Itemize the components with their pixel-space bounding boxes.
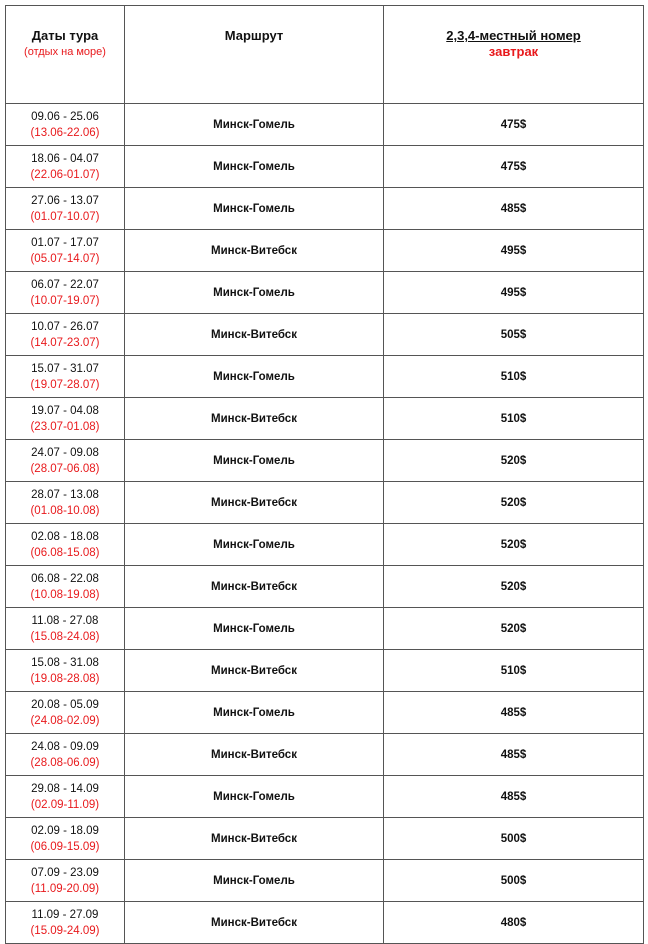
route-cell: Минск-Витебск (125, 902, 384, 944)
tour-dates-cell (6, 230, 125, 272)
tour-dates: 06.08 - 22.08 (31, 572, 99, 585)
route-cell: Минск-Витебск (125, 314, 384, 356)
sea-rest-dates: (05.07-14.07) (30, 252, 100, 265)
sea-rest-dates: (15.08-24.08) (30, 630, 100, 643)
table-row (6, 188, 644, 230)
sea-rest-dates: (22.06-01.07) (30, 168, 100, 181)
sea-rest-dates: (06.09-15.09) (30, 840, 100, 853)
sea-rest-dates: (13.06-22.06) (30, 126, 100, 139)
table-row (6, 902, 644, 944)
sea-rest-dates: (15.09-24.09) (30, 924, 100, 937)
tour-dates: 01.07 - 17.07 (31, 236, 99, 249)
table-row (6, 524, 644, 566)
tour-dates-cell (6, 566, 125, 608)
table-row (6, 650, 644, 692)
table-row (6, 692, 644, 734)
route-cell: Минск-Гомель (125, 860, 384, 902)
sea-rest-dates: (24.08-02.09) (30, 714, 100, 727)
sea-rest-dates: (02.09-11.09) (30, 798, 100, 811)
price-cell: 485$ (384, 734, 644, 776)
tour-dates: 02.09 - 18.09 (31, 824, 99, 837)
price-cell: 495$ (384, 272, 644, 314)
sea-rest-dates: (28.08-06.09) (30, 756, 100, 769)
tour-dates: 27.06 - 13.07 (31, 194, 99, 207)
tour-dates-cell (6, 692, 125, 734)
route-cell: Минск-Гомель (125, 104, 384, 146)
tour-dates-cell (6, 440, 125, 482)
table-row (6, 608, 644, 650)
tour-dates: 20.08 - 05.09 (31, 698, 99, 711)
tour-dates-cell (6, 818, 125, 860)
table-row (6, 482, 644, 524)
route-cell: Минск-Витебск (125, 650, 384, 692)
tour-dates: 19.07 - 04.08 (31, 404, 99, 417)
tour-dates-cell (6, 482, 125, 524)
table-row (6, 734, 644, 776)
tour-dates: 24.07 - 09.08 (31, 446, 99, 459)
table-row (6, 860, 644, 902)
tour-dates-cell (6, 356, 125, 398)
tour-dates-cell (6, 314, 125, 356)
tour-dates: 29.08 - 14.09 (31, 782, 99, 795)
route-cell: Минск-Гомель (125, 776, 384, 818)
table-row (6, 356, 644, 398)
table-body (6, 6, 644, 944)
tour-dates-cell (6, 398, 125, 440)
tour-dates-cell (6, 146, 125, 188)
table-row (6, 272, 644, 314)
route-cell: Минск-Гомель (125, 608, 384, 650)
table-row (6, 566, 644, 608)
route-cell: Минск-Витебск (125, 398, 384, 440)
tour-dates: 10.07 - 26.07 (31, 320, 99, 333)
price-cell: 510$ (384, 356, 644, 398)
table-row (6, 398, 644, 440)
header-price-cell (384, 6, 644, 104)
table-row (6, 146, 644, 188)
price-cell: 510$ (384, 650, 644, 692)
price-cell: 520$ (384, 566, 644, 608)
header-price-subtitle: завтрак (488, 44, 539, 59)
tour-dates: 11.09 - 27.09 (31, 908, 99, 921)
price-cell: 520$ (384, 440, 644, 482)
sea-rest-dates: (28.07-06.08) (30, 462, 100, 475)
sea-rest-dates: (11.09-20.09) (30, 882, 100, 895)
tour-dates: 15.08 - 31.08 (31, 656, 99, 669)
route-cell: Минск-Витебск (125, 566, 384, 608)
header-route-title: Маршрут (224, 28, 284, 43)
route-cell: Минск-Витебск (125, 230, 384, 272)
price-cell: 480$ (384, 902, 644, 944)
route-cell: Минск-Витебск (125, 734, 384, 776)
table-row (6, 818, 644, 860)
tour-dates: 09.06 - 25.06 (31, 110, 99, 123)
table-row (6, 776, 644, 818)
tour-dates-cell (6, 608, 125, 650)
price-cell: 475$ (384, 146, 644, 188)
sea-rest-dates: (01.08-10.08) (30, 504, 100, 517)
price-cell: 520$ (384, 482, 644, 524)
route-cell: Минск-Гомель (125, 356, 384, 398)
sea-rest-dates: (06.08-15.08) (30, 546, 100, 559)
tour-dates-cell (6, 860, 125, 902)
header-dates-cell (6, 6, 125, 104)
route-cell: Минск-Гомель (125, 524, 384, 566)
price-cell: 485$ (384, 776, 644, 818)
header-route-cell (125, 6, 384, 104)
table-row (6, 230, 644, 272)
price-cell: 510$ (384, 398, 644, 440)
table-header-row (6, 6, 644, 104)
tour-dates: 06.07 - 22.07 (31, 278, 99, 291)
table-row (6, 314, 644, 356)
tour-dates-cell (6, 272, 125, 314)
tour-dates: 18.06 - 04.07 (31, 152, 99, 165)
route-cell: Минск-Витебск (125, 818, 384, 860)
route-cell: Минск-Гомель (125, 188, 384, 230)
price-cell: 500$ (384, 860, 644, 902)
tour-dates: 24.08 - 09.09 (31, 740, 99, 753)
header-dates-title: Даты тура (31, 28, 99, 43)
price-cell: 500$ (384, 818, 644, 860)
sea-rest-dates: (23.07-01.08) (30, 420, 100, 433)
route-cell: Минск-Витебск (125, 482, 384, 524)
sea-rest-dates: (19.07-28.07) (30, 378, 100, 391)
tour-dates-cell (6, 188, 125, 230)
route-cell: Минск-Гомель (125, 146, 384, 188)
tour-price-table (5, 5, 644, 944)
price-cell: 520$ (384, 608, 644, 650)
sea-rest-dates: (10.07-19.07) (30, 294, 100, 307)
tour-dates: 15.07 - 31.07 (31, 362, 99, 375)
sea-rest-dates: (19.08-28.08) (30, 672, 100, 685)
tour-dates-cell (6, 104, 125, 146)
sea-rest-dates: (01.07-10.07) (30, 210, 100, 223)
header-price-title: 2,3,4-местный номер (446, 28, 581, 43)
tour-dates-cell (6, 902, 125, 944)
tour-dates-cell (6, 524, 125, 566)
price-cell: 520$ (384, 524, 644, 566)
sea-rest-dates: (14.07-23.07) (30, 336, 100, 349)
tour-dates-cell (6, 734, 125, 776)
route-cell: Минск-Гомель (125, 692, 384, 734)
tour-dates: 02.08 - 18.08 (31, 530, 99, 543)
route-cell: Минск-Гомель (125, 272, 384, 314)
price-cell: 505$ (384, 314, 644, 356)
tour-dates: 07.09 - 23.09 (31, 866, 99, 879)
table-row (6, 440, 644, 482)
header-dates-subtitle: (отдых на море) (24, 46, 106, 58)
price-cell: 495$ (384, 230, 644, 272)
tour-dates: 11.08 - 27.08 (31, 614, 99, 627)
route-cell: Минск-Гомель (125, 440, 384, 482)
price-cell: 485$ (384, 692, 644, 734)
table-row (6, 104, 644, 146)
sea-rest-dates: (10.08-19.08) (30, 588, 100, 601)
tour-dates-cell (6, 776, 125, 818)
tour-dates: 28.07 - 13.08 (31, 488, 99, 501)
price-cell: 475$ (384, 104, 644, 146)
tour-dates-cell (6, 650, 125, 692)
price-cell: 485$ (384, 188, 644, 230)
